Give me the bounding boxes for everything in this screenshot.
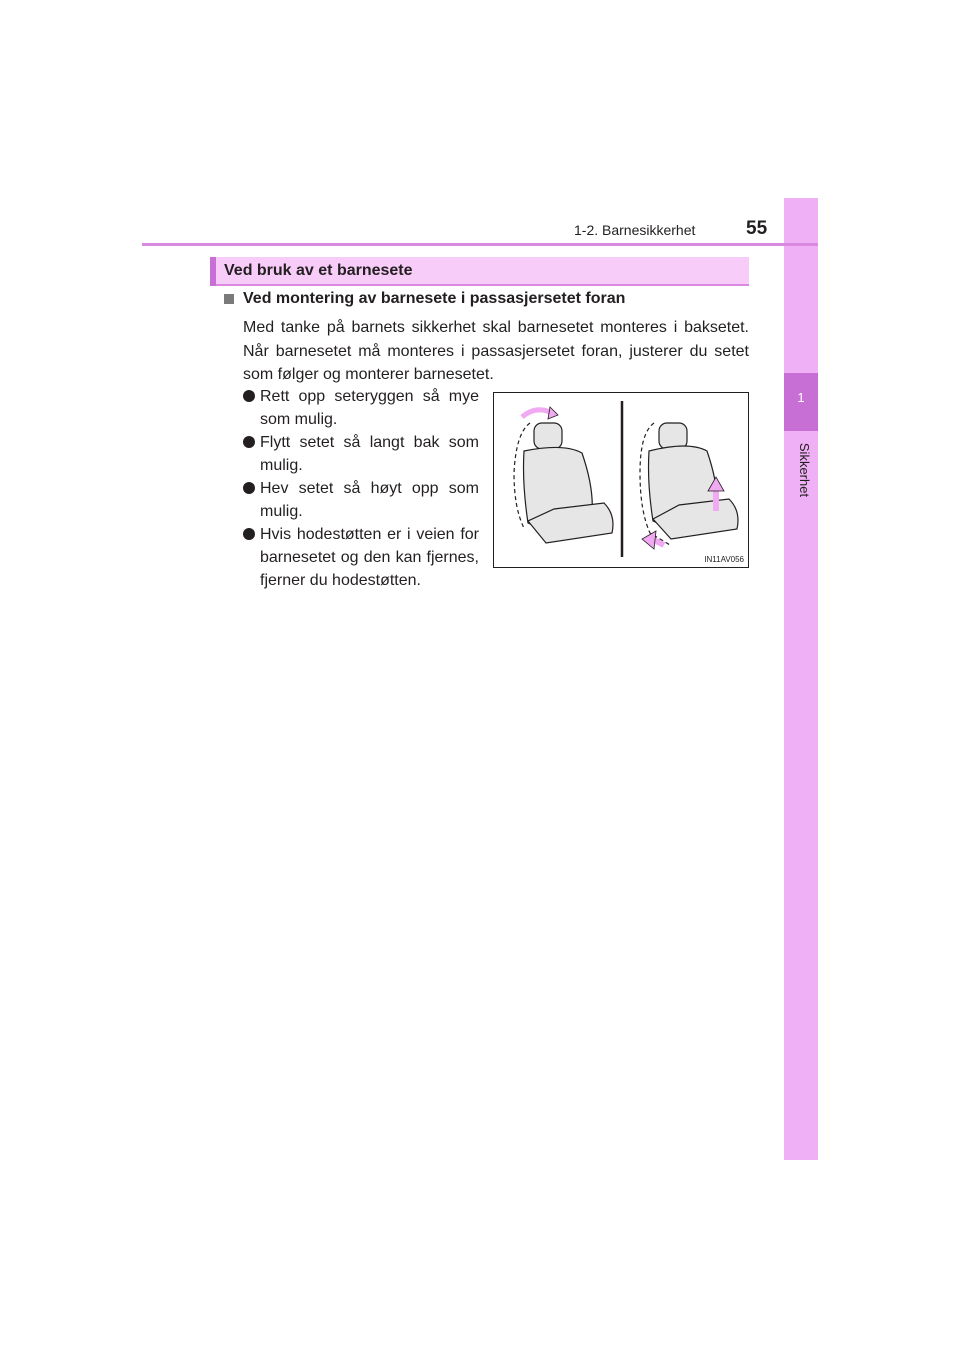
subsection-square-icon bbox=[224, 294, 234, 304]
page-number: 55 bbox=[746, 218, 768, 239]
section-title: Ved bruk av et barnesete bbox=[224, 262, 413, 279]
list-item-text: Flytt setet så langt bak som mulig. bbox=[260, 434, 479, 474]
bullet-dot-icon bbox=[243, 482, 255, 494]
running-header: 1-2. Barnesikkerhet bbox=[574, 222, 696, 238]
side-chapter-tab bbox=[784, 198, 818, 1160]
list-item bbox=[243, 523, 479, 592]
subsection-heading: Ved montering av barnesete i passasjersetet foran bbox=[243, 290, 626, 307]
recline-arrowhead-icon bbox=[548, 407, 558, 419]
chapter-label: Sikkerhet bbox=[797, 442, 812, 498]
list-item bbox=[243, 477, 479, 523]
instruction-list bbox=[243, 385, 479, 592]
intro-paragraph: Med tanke på barnets sikkerhet skal barnesetet monteres i baksetet. Når barnesetet må monteres i passasjersetet foran, justerer du setet som følger og monterer barnesetet. bbox=[243, 319, 749, 383]
bullet-dot-icon bbox=[243, 528, 255, 540]
seat-adjustment-figure bbox=[493, 392, 749, 568]
list-item bbox=[243, 431, 479, 477]
recline-arrow-icon bbox=[522, 410, 552, 417]
bullet-dot-icon bbox=[243, 390, 255, 402]
list-item-text: Hvis hodestøtten er i veien for barnesetet og den kan fjernes, fjerner du hodestøtten. bbox=[260, 526, 479, 589]
slide-back-arrowhead-icon bbox=[642, 531, 656, 549]
list-item bbox=[243, 385, 479, 431]
seat-illustration bbox=[494, 393, 750, 569]
list-item-text: Hev setet så høyt opp som mulig. bbox=[260, 480, 479, 520]
bullet-dot-icon bbox=[243, 436, 255, 448]
section-bar-accent bbox=[210, 257, 216, 286]
headrest-left bbox=[534, 423, 562, 449]
figure-code: IN11AV056 bbox=[704, 555, 744, 564]
headrest-right bbox=[659, 423, 687, 449]
chapter-number: 1 bbox=[797, 390, 805, 405]
header-rule bbox=[142, 243, 818, 246]
list-item-text: Rett opp seteryggen så mye som mulig. bbox=[260, 388, 479, 428]
